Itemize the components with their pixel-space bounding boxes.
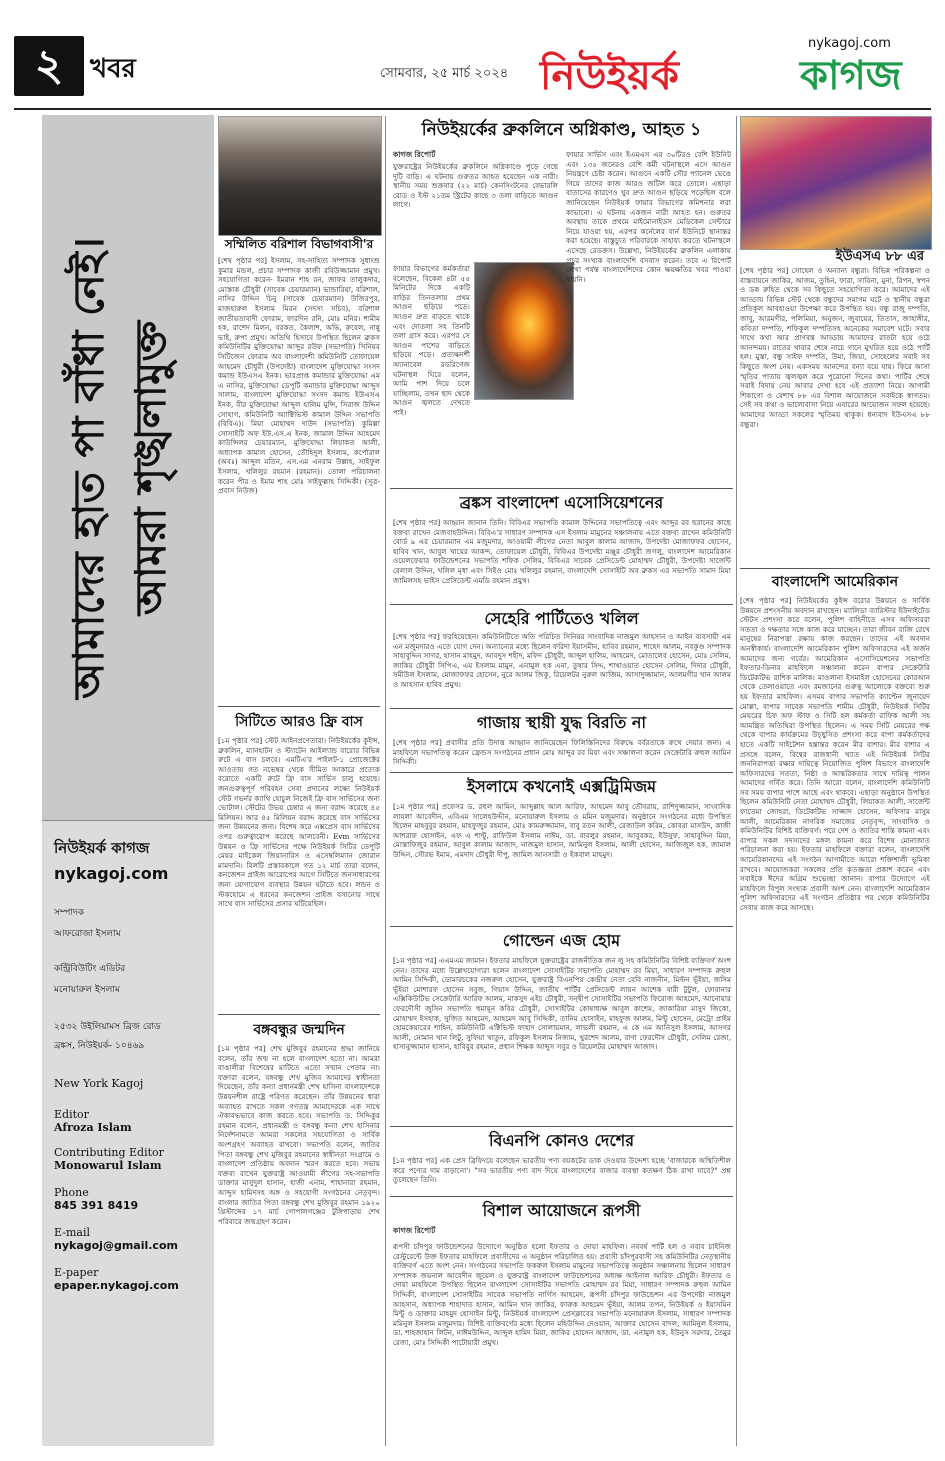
imprint-editor-label-bn: সম্পাদক — [54, 908, 85, 918]
slogan-text-wrap — [58, 128, 198, 808]
rupashi-headline-wrap — [390, 1200, 733, 1222]
golden-top-rule — [390, 926, 733, 927]
page-number-box — [14, 36, 84, 96]
bnp-headline: বিএনপি কোনও দেশের — [488, 1131, 635, 1150]
fire-headline: নিউইয়র্কের ব্রুকলিনে অগ্নিকাণ্ড, আহত ১ — [421, 120, 702, 140]
islam-top-rule — [390, 772, 733, 773]
gaza-top-rule — [390, 708, 733, 709]
page-number: ২ — [34, 40, 64, 91]
bus-headline-wrap — [218, 712, 380, 732]
issue-date: সোমবার, ২৫ মার্চ ২০২৪ — [380, 66, 509, 81]
brand-website[interactable]: nykagoj.com — [808, 36, 891, 51]
section-title: খবর — [90, 54, 136, 84]
masthead-divider — [14, 108, 931, 110]
imprint-editor-bn: আফরোজা ইসলাম — [54, 929, 121, 939]
usa88-headline: ইউএসএ ৮৮ এর — [835, 249, 924, 264]
golden-headline-wrap — [390, 930, 733, 952]
barishal-group-photo — [218, 116, 382, 236]
fire-byline: কাগজ রিপোর্ট — [393, 150, 436, 159]
bd-american-top-rule — [740, 568, 930, 569]
bd-american-body: [শেষ পৃষ্ঠার পর] নিউইয়র্কের কুইন্স বরোর উন্নয়নে ও সার্বিক উন্নয়নে প্রশংসনীয় অবদান রাখছেন। ম্যালিডা ব্যারিস্টার ইউনাইটেড স্টেটস প্রশংসা করে বলেন, পুলিশ বাহিনীতে এসব অফিসাররা সততা ও দক্ষতার সঙ্গে কাজ করে যাচ্ছেন। তারা জীবন বাজি রেখে মানুষের নিরাপত্তা রক্ষায় কাজ করছেন। তাদের এই অবদান অনস্বীকার্য। বাংলাদেশি আমেরিকান পুলিশ অফিসারদের এই অর্জন আমাদের জন্য গর্বের। আমেরিকান এসোসিয়েশনের সভাপতি ইফতার-ডিনার মাহফিলে সঞ্চালনা করেন বাপার সেক্রেটারি ডিটেকটিভ রাশিক মালিক। মাওলানা ইসমাইল হোসেনের কোরআন থেকে তেলাওয়াতে এবং রমজানের গুরুত্ব আলোকে বক্তব্যে শুরু হয় ইফতার মাহফিল। এসময় বাপার সভাপতি ক্যাপ্টেন জুনায়েদ মোল্লা, বাপার সাবেক সভাপতি শামীম চৌধুরী, নিউইয়র্ক সিটির মেয়রের চিফ অফ স্টাফ ও সিটি হল কর্মকর্তা রাফিক আলী সহ আমন্ত্রিত অতিথিরা উপস্থিত ছিলেন। এ সময় সিটি মেয়রের পক্ষ থেকে বাপার কার্যক্রমের উচ্ছ্বসিত প্রশংসা করে বাপা কর্মকর্তাদের হাতে একটি সাইটেশন হস্তান্তর করেন মীর বাশার। মীর বাশার এ প্রসঙ্গে বলেন, বিশ্বের রাজধানী খ্যাত এই নিউইয়র্ক সিটির জননিরাপত্তা রক্ষার দায়িত্বে নিয়োজিত পুলিশ বিভাগে বাংলাদেশি অফিসারদের সততা, নিষ্ঠা ও আন্তরিকতার সাথে দায়িত্ব পালন আমাদের গর্বিত করে। তিনি আরো বলেন, বাংলাদেশি কমিউনিটি সব সময় বাপার পাশে আছে এবং থাকবে। এছাড়া অনুষ্ঠানে উপস্থিত ছিলেন কমিউনিটি নেতা মোহাম্মদ চৌধুরী, লিয়াকত আলী, সার্জেন্ট ফাতেমা জোহরা, ডিটেকটিভ সাজ্জাদ হোসেন, অফিসার মাসুম আলী, আমেরিকান নাগরিক সমাজের নেতৃবৃন্দ, সাংবাদিক ও কমিউনিটির বিশিষ্ট ব্যক্তিবর্গ। পরে দেশ ও জাতির শান্তি কামনা এবং বাপার সকল সদস্যদের মঙ্গল কামনা করে বিশেষ মোনাজাত পরিচালনা করা হয়। ইফতার মাহফিলে বক্তারা বলেন, বাংলাদেশি আমেরিকানদের এই সংগঠন আগামীতে আরো শক্তিশালী ভূমিকা রাখবে। আয়োজকরা সকলের প্রতি কৃতজ্ঞতা প্রকাশ করেন এবং সবাইকে ঈদের অগ্রিম শুভেচ্ছা জানান। বাপার উদ্যোগে এই মাহফিলে বিপুল সংখ্যক প্রবাসী অংশ নেন। বাংলাদেশি আমেরিকান পুলিশ অফিসারদের এই সংগঠন প্রতিষ্ঠার পর থেকে কমিউনিটির সেবায় কাজ করে আসছে। — [740, 596, 930, 912]
barishal-body: [শেষ পৃষ্ঠার পর] ইসলাম, সহ-সাহিত্য সম্পাদক সুধাংশু কুমার মন্ডল, প্রচার সম্পাদক কাজী রবিউজ্জামান প্রমুখ। সহযোগিতা করেন- ইমরান শাহ রন, জাফর তালুকদার, মোস্তাক চৌধুরী (সাবেক চেয়ারম্যান) ভান্ডারিয়া, বরিশাল, নাসির উদ্দিন চিনু (সাবেক চেয়ারম্যান) উজিরপুর, মাজহারুল ইসলাম মিরন (সদস্য সচিব), বরিশাল জাতীয়তাবাদী ফোরাম, ফারদিন রনি, মোঃ মনির। শামীম হক, রাশেদ মিলন, বরকত, কৈলাশ, অভি, রুবেল, নান্নু ভাই, রুপা প্রমুখ। অতিথি হিসাবে উপস্থিত ছিলেন ব্রুকস কমিউনিটির মুক্তিযোদ্ধা আব্দুর রউফ (সভাপতি) সিনিয়র সিটিজেন ফোরাম অব বাংলাদেশী কমিউনিটি তোফায়েল আহমেদ চৌধুরী (উপদেষ্টা) বাংলাদেশ মুক্তিযোদ্ধা সংসদ কমান্ড ইউএসএ ইনক। ভারপ্রাপ্ত কমান্ডার মুক্তিযোদ্ধা এম এ নাসির, মুক্তিযোদ্ধা ডেপুটি কমান্ডার মুক্তিযোদ্ধা আব্দুস সালাম, বাংলাদেশ মুক্তিযোদ্ধা সংসদ কমান্ড ইউএসএ ইনক, বীর মুক্তিযোদ্ধা আব্দুল হালিম মুন্সি, সিরাজ উদ্দিন সোহাগ, কমিউনিটি অ্যাক্টিভিস্ট কামাল উদ্দিন সভাপতি (বিবিএ)। মিয়া মোহাম্মদ দাউদ (সভাপতি) কুমিল্লা সোসাইটি অফ ইউ.এস.এ ইনক, জামাল উদ্দিন আহমেদ কাউন্সিলর চেয়ারম্যান, মুক্তিযোদ্ধা লিয়াকত আলী, অধ্যাপক কামাল হোসেন, তৌহিদুল ইসলাম, কর্পোরাল (অবঃ) আব্দুল মতিন, এস.এম এনরাম উল্লাহ, সাইফুল ইসলাম, খলিলুর রহমান (রহমান)। তোলা পরিচালনা করেন পীর ও ইমাম শাহ মোঃ সাইফুল্লাহ সিদ্দিকী। (সূত্র-প্রবাস নিউজ) — [218, 256, 380, 496]
gaza-headline-wrap — [390, 712, 733, 734]
rupashi-top-rule — [390, 1196, 733, 1197]
slogan-line-2: আমরা শৃঙ্খলামুক্ত — [126, 320, 175, 615]
gaza-headline: গাজায় স্থায়ী যুদ্ধ বিরতি না — [476, 713, 647, 732]
imprint-epaper[interactable]: epaper.nykagoj.com — [54, 1279, 179, 1292]
bnp-top-rule — [390, 1126, 733, 1127]
sehri-top-rule — [390, 604, 733, 605]
islam-body: [১ম পৃষ্ঠার পর] প্রফেসর ড. রহুল আমিন, আব্দুল্লাহ আল আরিফ, আহমেদ আবু তৌবরায়, রাশিদুজ্জামান, সাংবাদিক লায়লা আবেদীন, এবিএম সালেহউদ্দীন, মনোয়ারুল ইসলাম ও মমিন মজুমদার। অনুষ্ঠানে সংগঠনের মধ্যে উপস্থিত ছিলেন মাহবুবুর রহমান, মাহফুজুর রহমান, মোঃ কামরুজ্জামান, বাবু রতন আলী, রেজাউল করিম, কোবরা মাসউদ, কাজী আশরাফ হোসাইন, এফ এ শান্টু, রাফিউল ইসলাম নাঈম, ডা. বাবলুর রহমান, আবুবকর, ইউসুফ, সাহাবুদ্দিন মিয়া, মোস্তাফিজুর রহমান, আবুল কালাম আজাদ, নাজমুল হাসান, আমিনুল ইসলাম, আলী হোসেন, আজিজুল হক, জামাল উদ্দিন, সৌরভ ইমাম, এমদাদ চৌধুরী দীপু, জামিল আনসারী ও ইকবাল মাহমুদ। — [393, 802, 731, 859]
usa88-body: [শেষ পৃষ্ঠার পর] সোহেল ও অন্যান্য বন্ধুরা। বিভিন্ন পরিকল্পনা ও বাস্তবায়নে জাকির, আজম, তুহিন, ফারা, সাবিনা, মুনা, রিপন, স্বপন ও ডক রুহিত থেকে সব কিছুতে সহযোগিতা করে। আমাদের এই আড্ডায় বিভিন্ন স্টেট থেকে বন্ধুদের সমাগম ঘটে ও স্থানীয় বন্ধুরা প্রতিকূল আবহাওয়া উপেক্ষা করে উপস্থিত হয়। বন্ধু রাজু দম্পতি, জাবু, আরমগীর, পলিমিয়া, অনুজন, জুবায়ের, তিতাস, জাহাঙ্গীর, কবিতা দম্পতি, শফিকুল দম্পতিসহ অনেকের সমাবেশ ঘটে। সবার সাথে কথা আর প্রাণবন্ত আড্ডায় আমাদের রাতটা হয়ে ওঠে আনন্দময়। রাতের খাবার শেষে নাচে গানে মুখরিত হয়ে ওঠে পার্টি হল। মুস্তা, বন্ধু সাইফ দম্পতি, উমা, জিয়া, সোহেলের সবাই সব কিছুতে অংশ নেয়। একসময় আনন্দের বন্যা বয়ে যায়। ফিরে আসা স্মৃতির পাতায় জ্বলজ্বল করে পুরোনো দিনের কথা। পার্টির শেষে সবাই বিদায় নেয় আবার দেখা হবে এই প্রত্যাশা নিয়ে। আগামী শিকাগো ও বেশাখ ৮৮ এর বিশাল আয়োজনে সবাইকে স্বাগতম। সেই সব কথা ও ভালোবাসা নিয়ে এবারের আয়োজন সফল হয়েছে। আমাদের আড্ডা সকলের স্মৃতিময় থাকুক। ধন্যবাদ ইউএসএ ৮৮ বন্ধুরা। — [740, 266, 930, 429]
imprint-email-label: E-mail — [54, 1226, 90, 1239]
imprint-brand-en: New York Kagoj — [54, 1077, 144, 1090]
imprint-contrib-label-bn: কন্ট্রিবিউটিং এডিটর — [54, 964, 126, 974]
rupashi-body: রূপসী চাঁদপুর ফাউন্ডেশনের উদ্যোগে অনুষ্ঠিত হলো ইফতার ও দোয়া মাহফিল। নববর্ষ পার্টি হল ও নবাব চাইনিজ রেস্টুরেন্টে উক্ত ইফতার মাহফিলে প্রবাসীদের এ অনুষ্ঠান পরিচালিত হয়। প্রবাসী চাঁদপুরবাসী সহ কমিউনিটির নেতৃস্থানীয় ব্যক্তিবর্গ এতে অংশ নেন। সংগঠনের সভাপতি ফকরুল ইসলাম মামুনের সভাপতিত্বে অনুষ্ঠান সঞ্চালনায় ছিলেন সাধারণ সম্পাদক জয়নাল আবেদীন জুয়েল ও যুক্তরাষ্ট্র বাংলাদেশ ফাউন্ডেশনের অধ্যক্ষ আইনাল আরিফ চৌধুরী। ইফতার ও দোয়া মাহফিলে উপস্থিত ছিলেন বাংলাদেশ সোসাইটির সভাপতি মোহাম্মদ রব মিয়া, সাধারণ সম্পাদক রুহুল আমিন সিদ্দিকী, বাংলাদেশ সোসাইটির সাবেক সভাপতি নার্গিস আহমেদ, রূপসী চাঁদপুর ফাউন্ডেশন এর উপদেষ্টা নাজমুল আহসান, অধ্যাপক শাহাদাত হাসান, আমিন খান জাকির, ফারুক আহমেদ ভূঁইয়া, আলম তপন, নিউইয়র্ক ও ইয়াসমিন মিন্টু ও ডাক্তার মাহমুদ হোসাইন মিন্টু, নিউইয়র্ক বাংলাদেশ প্রেসক্লাবের সভাপতি মনোয়ারুল ইসলাম, সাধারণ সম্পাদক মমিনুল ইসলাম মজুমদার। বিশিষ্ট ব্যক্তিবর্গের মধ্যে ছিলেন মহিউদ্দিন দেওয়ান, আক্তার হোসেন বাদল, আমিনুল ইসলাম, ডা. শাহজাহান লিটন, নাঈমউদ্দিন, আব্দুল হামিদ মিয়া, জাকির হোসেন আজাদ, ডা. এনামুল হক, ইউনুস সরদার, তৈমুর রেজা, মোঃ সিদ্দিকী পাটোয়ারী প্রমুখ। — [393, 1242, 731, 1347]
bangabandhu-headline: বঙ্গবন্ধুর জন্মদিন — [253, 1022, 345, 1038]
imprint-phone-label: Phone — [54, 1186, 89, 1199]
imprint-phone[interactable]: 845 391 8419 — [54, 1199, 139, 1212]
imprint-contrib: Monowarul Islam — [54, 1159, 162, 1172]
col-divider-1 — [385, 116, 386, 1446]
bus-headline: সিটিতে আরও ফ্রি বাস — [235, 714, 363, 730]
bnp-headline-wrap — [390, 1130, 733, 1152]
barishal-headline: সম্মিলিত বরিশাল বিভাগবাসী'র — [224, 237, 374, 251]
bus-top-rule — [218, 706, 380, 707]
imprint-block — [42, 820, 214, 1446]
imprint-epaper-label: E-paper — [54, 1266, 99, 1279]
bd-american-headline-wrap — [740, 572, 930, 592]
col-divider-2 — [736, 116, 737, 1446]
imprint-contrib-label: Contributing Editor — [54, 1146, 164, 1159]
slogan-line-1: আমাদের হাত পা বাঁধা নেই। — [64, 236, 113, 699]
imprint-editor: Afroza Islam — [54, 1121, 132, 1134]
sehri-headline-wrap — [390, 608, 733, 630]
brand-logo — [540, 40, 940, 104]
imprint-editor-label: Editor — [54, 1108, 89, 1121]
bronx-headline-wrap — [390, 492, 733, 514]
sehri-headline: সেহেরি পার্টিতেও খলিল — [484, 609, 639, 628]
barishal-headline-wrap — [218, 236, 380, 252]
fire-headline-wrap — [390, 116, 733, 144]
golden-headline: গোল্ডেন এজ হোম — [502, 931, 621, 950]
islam-headline-wrap — [390, 776, 733, 798]
bnp-body: [১ম পৃষ্ঠার পর] এক প্রেস ব্রিফিংয়ে বলেছেন ভারতীয় পণ্য বয়কটের ডাক দেওয়ার উদ্দেশ্য হচ্ছে 'বাজারকে অস্থিতিশীল করে পণ্যের দাম বাড়ানো'। "সব ভারতীয় পণ্য বাদ দিয়ে বাংলাদেশের বাজার ব্যবস্থা কতক্ষণ ঠিক রাখা যাবে?" প্রশ্ন তুলেছেন তিনি। — [393, 1156, 731, 1185]
brand-logo-part1: নিউইয়র্ক — [540, 53, 679, 99]
fire-photo — [474, 262, 574, 400]
islam-headline: ইসলামে কখনোই এক্সট্রিমিজম — [466, 777, 657, 796]
brand-logo-part2: কাগজ — [800, 53, 902, 99]
bus-body: [১ম পৃষ্ঠার পর] স্টেট আইনপ্রণেতারা। নিউইয়র্কের কুইন্স, ব্রুকলিন, ম্যানহাটন ও স্ট্যাটেন আইল্যান্ড বারোর বিভিন্ন রুটে এ বাস চলবে। এমটিএ'র পাইলট-১ প্রোজেক্টের আওতায় গত নভেম্বর থেকে সীমিত আকারে প্রত্যেক বরোতে একটি রুটে ফ্রি বাস সার্ভিস চালু হয়েছে। জনগুরুত্বপূর্ণ পরিবহন সেবা প্রদানের লক্ষ্যে নিউইয়র্ক স্টেট গভর্নর ক্যাথি হোচুল নিজেই ফ্রি বাস সার্ভিসের জন্য ভোটাল। স্টেটের উভয় চেম্বার এ জন্য বরাদ্দ করেছে ৪৫ মিলিয়ন। আর ৪৫ মিলিয়ন বরাদ্দ করেছে বাস সার্ভিসের জন্য উন্নয়নের জন্য। বিশেষ করে এক্সপ্রেস বাস সার্ভিসের ওপর গুরুত্বারোপ করেছে আলবেনী। Evm সার্ভিসের উন্নয়ন ও ফ্রি সার্ভিসের পক্ষে নিউইয়র্ক সিটির ডেপুটি মেয়র মাইকেল জিয়ানারিস ও এসেম্বলিম্যান জোরান মামদানি। বিলটি প্রস্তাবকালে গত ১২ মার্চ তারা বলেন, কনজেশন প্রাইজ আরোপের আগে সিটিতে জনসাধারণের জন্য যোগাযোগ ব্যবস্থার উন্নয়ন ঘটাতে হবে। লন্ডন ও স্টকহোমে এ ধরনের কনজেশন প্রাইজ বসানোর সাথে সাথে বাস সার্ভিসের প্রসার ঘটিয়েছিল। — [218, 736, 380, 909]
bronx-body: [শেষ পৃষ্ঠার পর] আহ্বান জানান তিনি। বিবিএর সভাপতি কামাল উদ্দিনের সভাপতিত্বে এবং আব্দুর রব ছরানের কাছে বক্তব্য রাখেন মেজবাহউদ্দিন। বিবিএ'র সাধারণ সম্পাদক এস ইসলাম মামুনের সঞ্চালনায় এতে বক্তব্য রাখেন কমিউনিটি বোর্ড ৯ এর চেয়ারম্যান এম মজুমদার, আওয়ামী লীগের নেতা আবুল কালাম আজাদ, উপদেষ্টা মোজাফফর হোসেন, হাবিব খান, আবুল খায়ের আকন্দ, তোফায়েল চৌধুরী, বিবিএর উপদেষ্টা মঞ্জুর চৌধুরী জগলু, বাংলাদেশ আমেরিকান ওয়েলফেয়ার ফাউন্ডেশনের সভাপতি শফিক সেলিম, বিবিএর সাবেক প্রেসিডেন্ট মোহাম্মদ চৌধুরী, উপদেষ্টা সার্জেন্ট বেলাল উদ্দিন, খলিল মৃধা এবং সিইও মোঃ খলিলুর রহমান, বাংলাদেশি সোসাইটি অব ব্রুকস এর সভাপতি সামাদ মিয়া জামিলসহ ভাইস প্রেসিডেন্ট এমডি রহমান প্রমুখ। — [393, 518, 731, 585]
bd-american-headline: বাংলাদেশি আমেরিকান — [771, 574, 899, 590]
imprint-address-1: ২৫৩২ উইলিয়ামস ব্রিজ রোড — [54, 1022, 161, 1032]
fire-body-left-top: যুক্তরাষ্ট্রের নিউইয়র্কের ব্রুকলিনে অগ্নিকাণ্ডে পুড়ে গেছে দুটি বাড়ি। এ ঘটনায় গুরুতর আহত হয়েছেন এক নারী। স্থানীয় সময় শুক্রবার (২২ মার্চ) কেনসিংটনের বেভারলি রোড ও ইস্ট ২১তম স্ট্রিটের কাছে ৩ তলা বাড়িতে আগুন লাগে। — [393, 162, 558, 210]
golden-body: [১ম পৃষ্ঠার পর] এএমএম জামান। ইফতার মাহফিলে যুক্তরাষ্ট্রের রাজনীতিক জন লু সহ কমিউনিটির বিশিষ্ট ব্যক্তিবর্গ অংশ নেন। তাদের মধ্যে উল্লেখযোগ্যরা হলেন বাংলাদেশ সোসাইটির সভাপতি মোহাম্মদ রব মিয়া, সাধারণ সম্পাদক রুহুল আমিন সিদ্দিকী, ডোমারচকের নজরুল হোসেন, যুক্তরাষ্ট্র বিএনপির কেন্দ্রীয় নেতা বেবি নাজনীন, মিল্টন ভূঁইয়া, জসিম ভূঁইয়া মোশারফ হোসেন সবুজ, গিয়াস উদ্দিন, জাতীয় পার্টির প্রেসিডেন্ট লায়ন আশেক বারী টুটুল, ফোবানার এক্সিকিউটিভ সেক্রেটারি আরিফ আলম, মাকসুদ এইচ চৌধুরী, সন্দ্বীপ সোসাইটির সভাপতি ফিরোজ আহমেদ, আনোয়ার ফেরদৌসী জুসিন সভাপতি হুমায়ূন কবির চৌধুরী, সোসাইটির কোষাধ্যক্ষ আবুল কাশেম, জাকারিয়া মাসুদ জিকো, মোহাম্মদ ইসহাক, সুজিত আহমেদ, আহমেদ আবু সিদ্দিকী, তানিম হোসাইন, মাহফুজ আলম, মিন্টু হোসেন, মেট্রো প্রাইম হোমকেয়ারের শাহিন, কমিউনিটি এক্টিভিস্ট ফাহাদ সোলায়মান, লাভলী রহমান, এ কে এম আনিসুল ইসলাম, আসগর আলী, নোমান খান লিটু, সুফিয়া খাতুন, রফিকুল ইসলাম নিজাম, খুরশেদ আলম, রাণা ফেরদৌস চৌধুরী, সেলিম রেজা, হাসানুজ্জামান হাসান, হাবিবুর রহমান, প্রধান শিক্ষক আব্দুস সবুর ও রিয়েলটর মোহাম্মদ আজাদ। — [393, 956, 731, 1052]
imprint-site[interactable]: nykagoj.com — [54, 864, 169, 883]
usa88-headline-wrap — [740, 248, 930, 266]
sehri-body: [শেষ পৃষ্ঠার পর] ফরহিয়েছেন। কমিউনিটিতে অতি পরিচিত সিনিয়র সাংবাদিক নাজমুল আহসান ও আইন ব্যবসায়ী এম এন মজুমদারও এতে যোগ দেন। অন্যান্যের মধ্যে ছিলেন ফরিদা ইয়াসমীন, হাবিব রহমান, শাহেদ আলম, নবকুণ্ড সম্পাদক সাহাবুদ্দিন সাগর, হাসান মাহমুদ, আবদুস শহীদ, মফিদ চৌধুরী, আব্দুল হালিম, আহমেদ, মোতালেব হোসেন, মোঃ সেলিম, জাকির চৌধুরী সিপিএ, এম ইসলাম মামুন, এনামুল হক এনা, তুষার সিদ্দ, শাখাওয়াত হোসেন সেলিম, দিদার চৌধুরী, সমীউল ইসলাম, মোজাফফর হোসেন, নুরে আলম জিকু, রিয়েলটর নুরুল আজিম, আসাদুজ্জামান, আলমগীর খান আলম ও আহসান হাবিব প্রমুখ। — [393, 632, 731, 689]
imprint-contrib-bn: মনোয়ারুল ইসলাম — [54, 985, 120, 995]
bangabandhu-headline-wrap — [218, 1020, 380, 1040]
fire-body-right: ফায়ার সার্ভিস এবং ইএমএস এর ৩০টিরও বেশি ইউনিট এবং ১৩৫ জনেরও বেশি কর্মী ঘটনাস্থলে এসে আগুন নিয়ন্ত্রণে চেষ্টা করেন। আগুনে একটি সৌর প্যানেল ভেঙে গিয়ে তাদের কাজ আরও জটিল করে তোলে। এছাড়া বাতাসের কারণেও খুব দ্রুত আগুন ছড়িয়ে পড়েছিল বলে জানিয়েছেন নিউইয়র্ক ফায়ার বিভাগের কমিশনার লরা কাভানো। এ ঘটনায় একজন নারী আহত হন। গুরুতর অবস্থায় তাকে প্রথমে মাইমোনাইডস মেডিকেল সেন্টারে নিয়ে যাওয়া হয়, এরপর কর্নেলের বার্ন ইউনিটে স্থানান্তর করা হয়েছে। বাস্তুচ্যুত পরিবারকে সাহায্য করতে ঘটনাস্থলে এসেছে রেডক্রস। উল্লেখ্য, নিউইয়র্কের ব্রুকলিন এলাকায় প্রচুর সংখ্যক বাংলাদেশি বসবাস করেন। তবে এ রিপোর্ট লেখা পর্যন্ত বাংলাদেশিদের কোন ক্ষয়ক্ষতির খবর পাওয়া যায়নি। — [566, 150, 731, 284]
slogan-banner — [42, 115, 214, 820]
fire-body-left-bottom: ফায়ার বিভাগের কর্মকর্তারা বলেছেন, বিকেল ৪টা ৫৫ মিনিটের দিকে একটি বাড়ির তিনতলায় প্রথম আগুন ছড়িয়ে পড়ে। আগুন দ্রুত বাড়তে থাকে এবং দোতলা সহ তিনটি তলা গ্রাস করে। এরপর সে আগুন পাশের বাড়িতে ছড়িয়ে পড়ে। প্রত্যক্ষদর্শী অ্যানাবেল রডরিগেজ ঘটনাস্থল ঘিরে বলেন, আমি পাশ দিয়ে চলে যাচ্ছিলাম, তখন ছাদ থেকে আগুন জ্বলতে দেখতে পাই। — [393, 264, 470, 417]
imprint-brand-bn: নিউইয়র্ক কাগজ — [54, 839, 150, 857]
bronx-top-rule — [390, 488, 733, 489]
imprint-address-2: ব্রঙ্কস, নিউইয়র্ক- ১০৪৬৯ — [54, 1041, 145, 1051]
usa88-party-photo — [740, 116, 932, 250]
bangabandhu-body: [১ম পৃষ্ঠার পর] শেখ মুজিবুর রহমানের শ্রদ্ধা জানিয়ে বলেন, তাঁর জন্ম না হলে বাংলাদেশ হতো না। আমরা বাঙালীরা বিশেষের মাটিতে এতো সম্মান পেতাম না। বক্তারা বলেন, বঙ্গবন্ধু শেখ মুজিব আমাদের স্বাধীনতা দিয়েছেন, তাঁর কন্যা প্রধানমন্ত্রী শেখ হাসিনা বাংলাদেশকে উন্নয়নশীল রাষ্ট্রে পরিণত করেছেন। তাঁর উন্নয়নের ধারা অব্যাহত রাখতে সকল গণতন্ত্র আমাদেরকে এক সাথে ঐক্যবদ্ধভাবে কাজ করতে হবে। সভাপতি ড. সিদ্দিকুর রহমান বলেন, প্রধানমন্ত্রী ও বঙ্গবন্ধু কন্যা শেখ হাসিনার নির্দেশনামতে আমরা সকলের সহযোগিতা ও সার্বিক অংশগ্রহণ অব্যাহত রাখবো। সভাপতি বলেন, জাতির পিতা বঙ্গবন্ধু শেখ মুজিবুর রহমানের স্বাধীনতা সংগ্রামে ও বাংলাদেশ প্রতিষ্ঠায় অবদান স্মরণ করতে হবে। সভায় বক্তব্য রাখেন যুক্তরাষ্ট্র আওয়ামী লীগের সহ-সভাপতি ডাক্তার মাসুদুল হাসান, হাজী এনাম, শাহানারা রহমান, আব্দুস হামিদসহ অঙ্গ ও সহযোগী সংগঠনের নেতৃবৃন্দ। বাংলার জাতির পিতা বঙ্গবন্ধু শেখ মুজিবুর রহমান ১৯২০ খ্রিস্টাব্দের ১৭ মার্চ গোপালগঞ্জের টুঙ্গিপাড়ায় শেখ পরিবারে জন্মগ্রহণ করেন। — [218, 1044, 380, 1226]
gaza-body: [শেষ পৃষ্ঠার পর] প্রবাসীর প্রতি উদাত্ত আহ্বান জানিয়েছেন ফিলিস্তিনিদের বিরুদ্ধে বর্বরতাকে রুখে দেয়ার জন্য। এ মাহফিলে সভাপতিত্ব করেন ফ্রেন্ডস সংগঠনের প্রধান মোঃ আব্দুর রব মিয়া এবং সঞ্চালনা করেন সেক্রেটারি রুহুল আমিন সিদ্দিকী। — [393, 738, 731, 767]
imprint-email[interactable]: nykagoj@gmail.com — [54, 1239, 178, 1252]
bangabandhu-top-rule — [218, 1014, 380, 1015]
bronx-headline: ব্রঙ্কস বাংলাদেশ এসোসিয়েশনের — [459, 493, 664, 512]
rupashi-byline: কাগজ রিপোর্ট — [393, 1226, 436, 1235]
rupashi-headline: বিশাল আয়োজনে রূপসী — [482, 1201, 641, 1220]
